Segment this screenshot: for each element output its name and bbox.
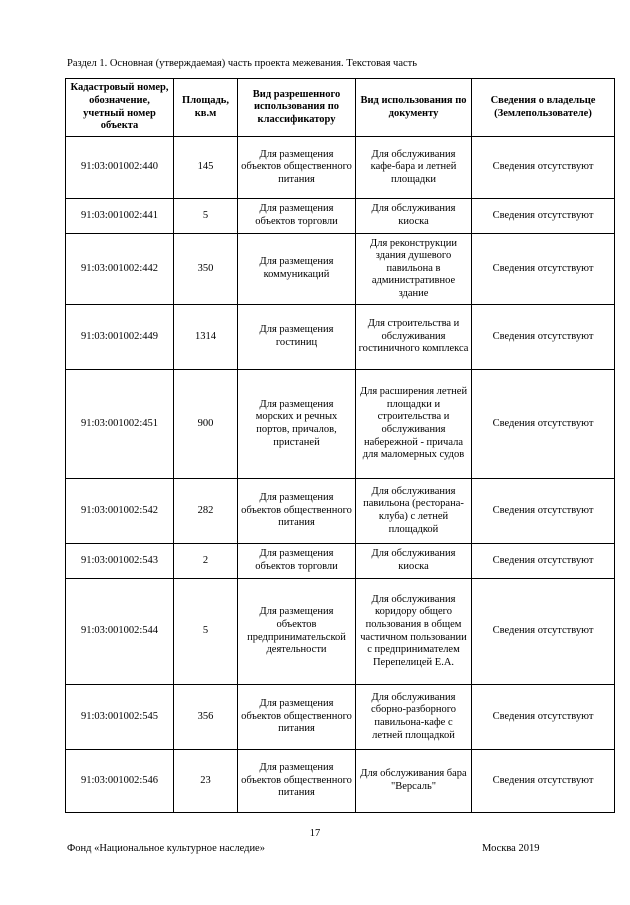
- cell-area: 23: [174, 750, 238, 813]
- table-header-row: [66, 79, 615, 137]
- cell-owner: Сведения отсутствуют: [472, 199, 615, 234]
- cell-owner: Сведения отсутствуют: [472, 579, 615, 685]
- column-header-cadastral: Кадастровый номер, обозначение, учетный номер объекта: [66, 79, 174, 137]
- cell-permitted-use: Для размещения объектов общественного питания: [238, 137, 356, 199]
- cell-document-use: Для обслуживания кафе-бара и летней площадки: [356, 137, 472, 199]
- cell-cadastral: 91:03:001002:546: [66, 750, 174, 813]
- cell-cadastral: 91:03:001002:543: [66, 544, 174, 579]
- table-row: [66, 479, 615, 544]
- cell-area: 350: [174, 234, 238, 305]
- cell-document-use: Для обслуживания сборно-разборного павильона-кафе с летней площадкой: [356, 685, 472, 750]
- column-header-owner: Сведения о владельце (Землепользователе): [472, 79, 615, 137]
- column-header-document-use: Вид использования по документу: [356, 79, 472, 137]
- cell-owner: Сведения отсутствуют: [472, 479, 615, 544]
- cell-document-use: Для строительства и обслуживания гостиничного комплекса: [356, 305, 472, 370]
- cell-document-use: Для обслуживания бара "Версаль": [356, 750, 472, 813]
- cell-owner: Сведения отсутствуют: [472, 137, 615, 199]
- table-row: [66, 685, 615, 750]
- cell-area: 1314: [174, 305, 238, 370]
- cell-document-use: Для расширения летней площадки и строительства и обслуживания набережной - причала для маломерных судов: [356, 370, 472, 479]
- table-row: [66, 305, 615, 370]
- cell-document-use: Для обслуживания коридору общего пользования в общем частичном пользовании с предпринимателем Перепелицей Е.А.: [356, 579, 472, 685]
- cell-owner: Сведения отсутствуют: [472, 544, 615, 579]
- cell-cadastral: 91:03:001002:542: [66, 479, 174, 544]
- table-row: [66, 750, 615, 813]
- cell-owner: Сведения отсутствуют: [472, 234, 615, 305]
- table-row: [66, 137, 615, 199]
- cell-owner: Сведения отсутствуют: [472, 750, 615, 813]
- cell-area: 356: [174, 685, 238, 750]
- land-plots-table: [65, 78, 615, 813]
- cell-permitted-use: Для размещения объектов общественного питания: [238, 479, 356, 544]
- cell-cadastral: 91:03:001002:545: [66, 685, 174, 750]
- cell-permitted-use: Для размещения гостиниц: [238, 305, 356, 370]
- cell-cadastral: 91:03:001002:441: [66, 199, 174, 234]
- table-row: [66, 370, 615, 479]
- cell-owner: Сведения отсутствуют: [472, 305, 615, 370]
- cell-permitted-use: Для размещения морских и речных портов, причалов, пристаней: [238, 370, 356, 479]
- cell-permitted-use: Для размещения объектов торговли: [238, 544, 356, 579]
- cell-area: 282: [174, 479, 238, 544]
- table-row: [66, 199, 615, 234]
- page-number: 17: [309, 828, 321, 839]
- footer-organization: Фонд «Национальное культурное наследие»: [67, 843, 265, 854]
- cell-cadastral: 91:03:001002:440: [66, 137, 174, 199]
- section-title: Раздел 1. Основная (утверждаемая) часть проекта межевания. Текстовая часть: [67, 58, 418, 69]
- cell-document-use: Для обслуживания киоска: [356, 544, 472, 579]
- footer-city-year: Москва 2019: [482, 843, 540, 854]
- cell-area: 900: [174, 370, 238, 479]
- cell-area: 145: [174, 137, 238, 199]
- table-row: [66, 234, 615, 305]
- column-header-area: Площадь, кв.м: [174, 79, 238, 137]
- cell-document-use: Для реконструкции здания душевого павильона в административное здание: [356, 234, 472, 305]
- cell-cadastral: 91:03:001002:449: [66, 305, 174, 370]
- cell-area: 5: [174, 199, 238, 234]
- cell-permitted-use: Для размещения объектов предпринимательской деятельности: [238, 579, 356, 685]
- cell-area: 2: [174, 544, 238, 579]
- cell-document-use: Для обслуживания киоска: [356, 199, 472, 234]
- cell-cadastral: 91:03:001002:451: [66, 370, 174, 479]
- column-header-permitted-use: Вид разрешенного использования по классификатору: [238, 79, 356, 137]
- cell-area: 5: [174, 579, 238, 685]
- cell-owner: Сведения отсутствуют: [472, 685, 615, 750]
- cell-permitted-use: Для размещения объектов общественного питания: [238, 685, 356, 750]
- cell-permitted-use: Для размещения объектов торговли: [238, 199, 356, 234]
- table-row: [66, 544, 615, 579]
- cell-cadastral: 91:03:001002:442: [66, 234, 174, 305]
- cell-permitted-use: Для размещения коммуникаций: [238, 234, 356, 305]
- cell-permitted-use: Для размещения объектов общественного питания: [238, 750, 356, 813]
- table-row: [66, 579, 615, 685]
- cell-owner: Сведения отсутствуют: [472, 370, 615, 479]
- cell-cadastral: 91:03:001002:544: [66, 579, 174, 685]
- cell-document-use: Для обслуживания павильона (ресторана-клуба) с летней площадкой: [356, 479, 472, 544]
